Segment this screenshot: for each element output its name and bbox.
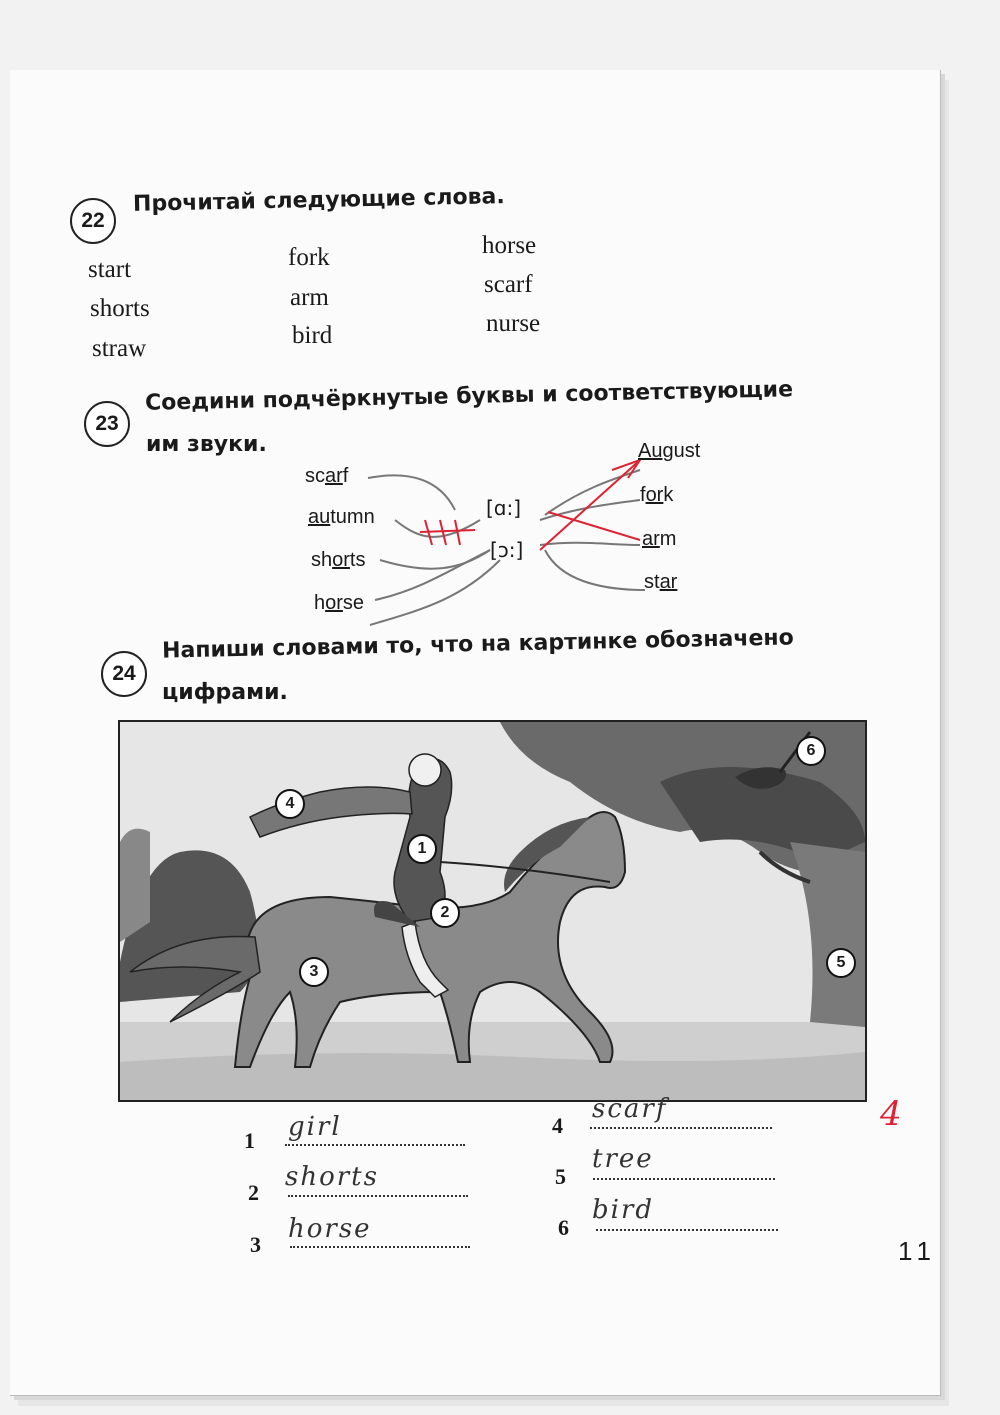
answer-text-1: girl [288, 1112, 342, 1142]
exercise-23-title-line1: Соедини подчёркнутые буквы и соответствующие [144, 377, 794, 416]
callout-6: 6 [796, 736, 826, 766]
answer-line-4[interactable] [590, 1127, 772, 1129]
answer-text-6: bird [592, 1195, 655, 1225]
answer-text-2: shorts [285, 1162, 379, 1192]
answer-number-2: 2 [248, 1180, 259, 1205]
answer-line-2[interactable] [288, 1195, 468, 1197]
answer-line-6[interactable] [596, 1229, 778, 1231]
sound-a-long: [ɑ:] [486, 496, 522, 520]
answer-line-5[interactable] [593, 1178, 775, 1180]
exercise-24-title-line1: Напиши словами то, что на картинке обозначено [161, 625, 794, 664]
left-word-scarf: scarf [305, 465, 349, 487]
page-number: 11 [898, 1236, 937, 1266]
word-horse: horse [482, 232, 537, 259]
exercise-22-title: Прочитай следующие слова. [132, 184, 505, 217]
callout-3: 3 [299, 957, 329, 987]
word-arm: arm [290, 284, 329, 311]
callout-2: 2 [430, 898, 460, 928]
callout-4: 4 [275, 789, 305, 819]
answer-line-1[interactable] [285, 1144, 465, 1146]
left-word-shorts: shorts [311, 549, 366, 571]
answer-line-3[interactable] [290, 1246, 470, 1248]
left-word-horse: horse [314, 592, 365, 614]
exercise-22-badge: 22 [70, 198, 116, 244]
word-scarf: scarf [484, 271, 533, 298]
right-word-arm: arm [642, 528, 677, 550]
word-nurse: nurse [486, 310, 541, 337]
illustration-drawing [120, 722, 865, 1100]
right-word-august: August [638, 440, 701, 462]
word-bird: bird [292, 322, 333, 349]
answer-text-5: tree [592, 1144, 654, 1174]
right-word-fork: fork [640, 484, 674, 506]
word-fork: fork [288, 244, 330, 271]
answer-number-1: 1 [244, 1128, 255, 1153]
callout-5: 5 [826, 948, 856, 978]
word-shorts: shorts [90, 295, 150, 322]
answer-number-6: 6 [558, 1215, 569, 1240]
horse-rider-illustration [118, 720, 867, 1102]
callout-1: 1 [407, 834, 437, 864]
answer-number-3: 3 [250, 1232, 261, 1257]
answer-text-3: horse [288, 1214, 372, 1244]
exercise-23-badge: 23 [84, 401, 130, 447]
answer-number-4: 4 [552, 1113, 563, 1138]
right-word-star: star [644, 571, 678, 593]
answer-number-5: 5 [555, 1164, 566, 1189]
word-straw: straw [92, 335, 147, 362]
exercise-23-title-line2: им звуки. [146, 432, 267, 457]
sound-o-long: [ɔ:] [490, 538, 524, 562]
exercise-24-title-line2: цифрами. [162, 680, 288, 705]
answer-text-4: scarf [592, 1094, 668, 1124]
word-start: start [88, 256, 132, 283]
teacher-grade: 4 [880, 1094, 902, 1134]
exercise-24-badge: 24 [101, 651, 147, 697]
left-word-autumn: autumn [308, 506, 375, 528]
